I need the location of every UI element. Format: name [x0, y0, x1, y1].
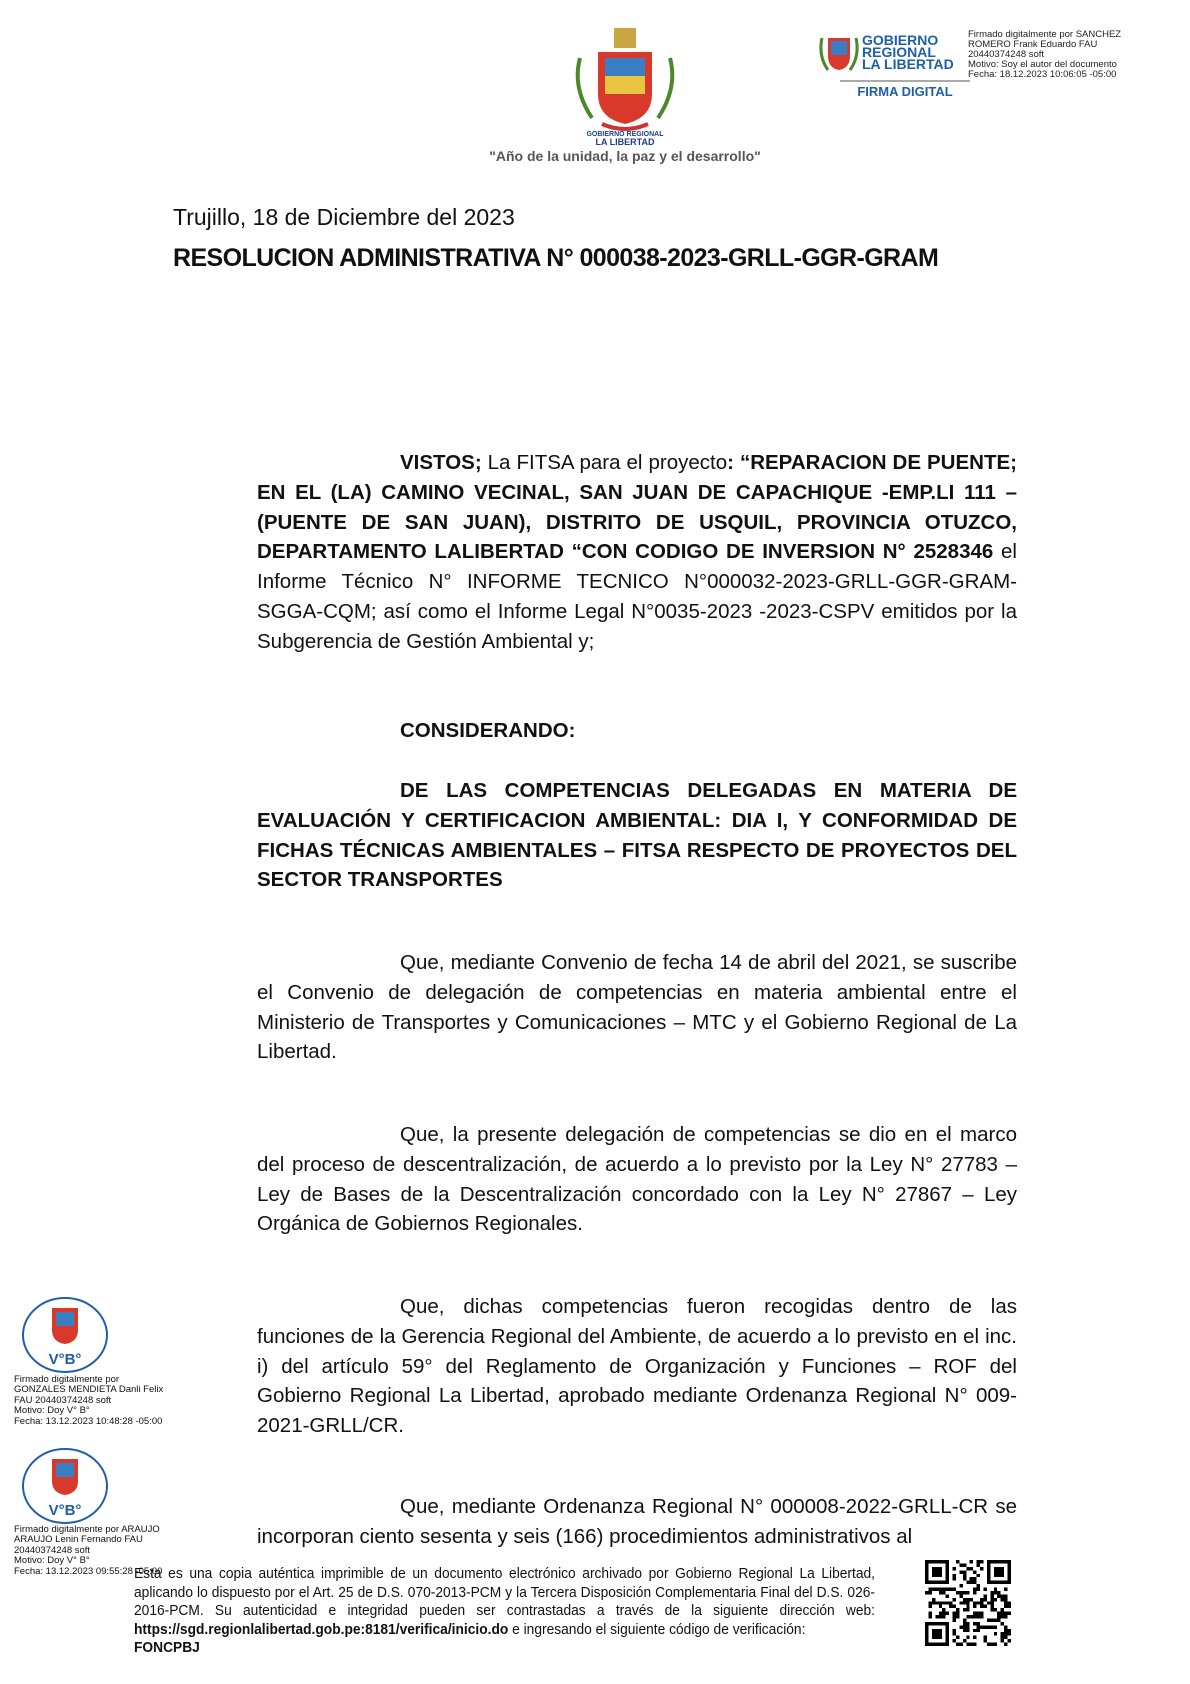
vb-signature-2: Firmado digitalmente por ARAUJO ARAUJO Lenin Fernando FAU 20440374248 soft Motivo: Doy V° B° Fecha: 13.12.2023 09:55:28 -05:00 [14, 1524, 163, 1577]
svg-text:GOBIERNO REGIONAL: GOBIERNO REGIONAL [586, 131, 664, 138]
svg-text:LA LIBERTAD: LA LIBERTAD [595, 137, 655, 146]
signature-details: Firmado digitalmente por SANCHEZ ROMERO Frank Eduardo FAU 20440374248 soft Motivo: Soy el autor del documento Fecha: 18.12.2023 10:06:05 -05:00 [968, 29, 1122, 80]
svg-text:V°B°: V°B° [48, 1502, 82, 1519]
paragraph-1: Que, mediante Convenio de fecha 14 de abril del 2021, se suscribe el Convenio de delegación de competencias en materia ambiental entre el Ministerio de Transportes y Comunicaciones – MTC y el Gobierno Regional de La Libertad. [257, 951, 1017, 1064]
paragraph-3: Que, dichas competencias fueron recogidas dentro de las funciones de la Gerencia Regional del Ambiente, de acuerdo a lo previsto en el inc. i) del artículo 59° del Reglamento de Organización y Funciones – ROF del Gobierno Regional La Libertad, aprobado mediante Ordenanza Regional N° 009-2021-GRLL/CR. [257, 1295, 1017, 1438]
vb-stamp-icon [20, 1447, 110, 1525]
signature-brand: GOBIERNO REGIONAL LA LIBERTAD [862, 32, 954, 72]
digital-signature-top [818, 28, 1190, 103]
verification-url[interactable]: https://sgd.regionlalibertad.gob.pe:8181/verifica/inicio.do [134, 1621, 509, 1638]
crest-icon [818, 28, 860, 76]
authenticity-footer: Esta es una copia auténtica imprimible de un documento electrónico archivado por Gobierno Regional La Libertad, aplicando lo dispuesto por el Art. 25 de D.S. 070-2013-PCM y la Tercera Disposición Complementaria Final del D.S. 026- 2016-PCM. Su autenticidad e integridad pueden ser contrastadas a través de la siguiente dirección web: https://sgd.regionlalibertad.gob.pe:8181/verifica/inicio.do e ingresando el siguiente código de verificación: FONCPBJ [134, 1566, 875, 1656]
firma-digital-badge: FIRMA DIGITAL [840, 80, 970, 99]
section-heading: DE LAS COMPETENCIAS DELEGADAS EN MATERIA DE EVALUACIÓN Y CERTIFICACION AMBIENTAL: DIA I, Y CONFORMIDAD DE FICHAS TÉCNICAS AMBIENTALES – FITSA RESPECTO DE PROYECTOS DEL SECTOR TRANSPORTES [257, 779, 1017, 892]
verification-code: FONCPBJ [134, 1640, 200, 1656]
paragraph-2: Que, la presente delegación de competencias se dio en el marco del proceso de descentralización, de acuerdo a lo previsto por la Ley N° 27783 – Ley de Bases de la Descentralización concordado con la Ley N° 27867 – Ley Orgánica de Gobiernos Regionales. [257, 1123, 1017, 1236]
place-date: Trujillo, 18 de Diciembre del 2023 [173, 204, 515, 230]
regional-crest-logo [572, 28, 678, 146]
svg-text:V°B°: V°B° [48, 1351, 82, 1368]
year-motto: "Año de la unidad, la paz y el desarrollo" [489, 148, 761, 164]
qr-code-icon [925, 1560, 1011, 1646]
considerando-heading: CONSIDERANDO: [400, 719, 576, 742]
vb-stamp-icon [20, 1296, 110, 1374]
vistos-paragraph: VISTOS; La FITSA para el proyecto: “REPARACION DE PUENTE; EN EL (LA) CAMINO VECINAL, SAN JUAN DE CAPACHIQUE -EMP.LI 111 – (PUENTE DE SAN JUAN), DISTRITO DE USQUIL, PROVINCIA OTUZCO, DEPARTAMENTO LALIBERTAD “CON CODIGO DE INVERSION N° 2528346 el Informe Técnico N° INFORME TECNICO N°000032-2023-GRLL-GGR-GRAM-SGGA-CQM; así como el Informe Legal N°0035-2023 -2023-CSPV emitidos por la Subgerencia de Gestión Ambiental y; [257, 451, 1017, 653]
vb-signature-1: Firmado digitalmente por GONZALES MENDIETA Danli Felix FAU 20440374248 soft Motivo: Doy V° B° Fecha: 13.12.2023 10:48:28 -05:00 [14, 1374, 164, 1427]
paragraph-4: Que, mediante Ordenanza Regional N° 000008-2022-GRLL-CR se incorporan ciento sesenta y seis (166) procedimientos administrativos al [257, 1495, 1017, 1548]
document-title: RESOLUCION ADMINISTRATIVA N° 000038-2023-GRLL-GGR-GRAM [173, 244, 939, 272]
